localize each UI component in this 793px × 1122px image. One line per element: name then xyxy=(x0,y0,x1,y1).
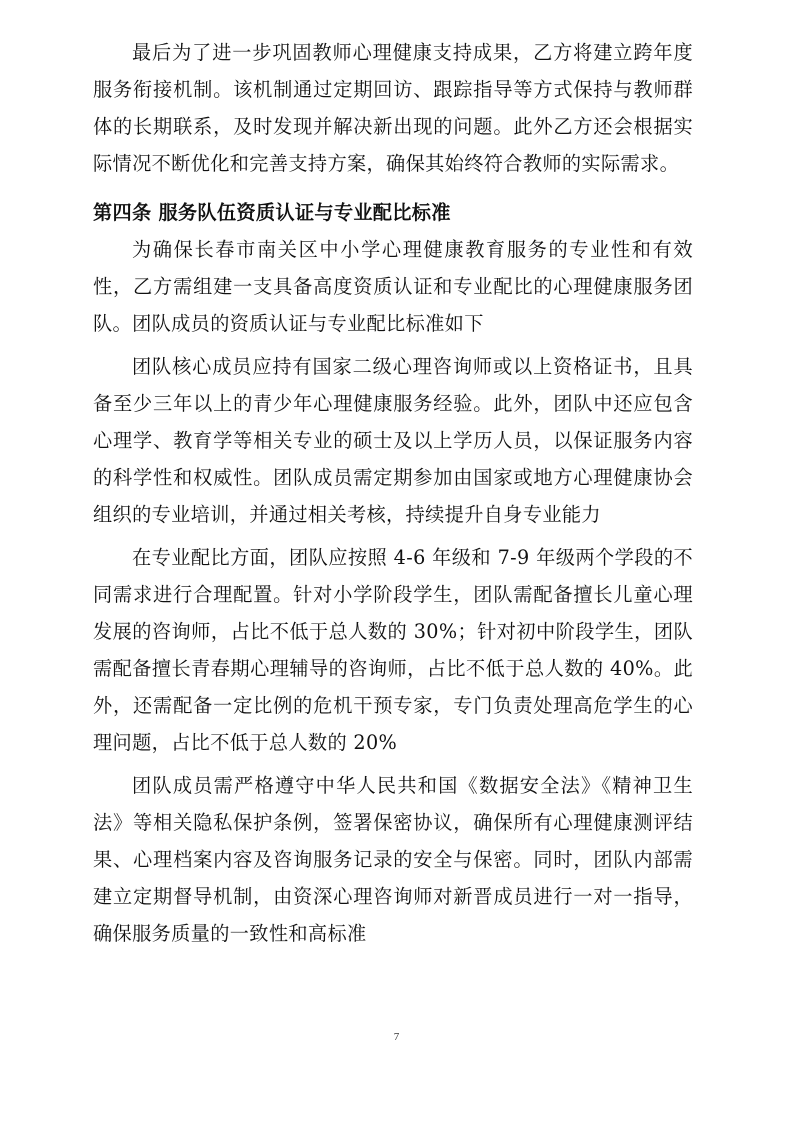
paragraph-team-intro: 为确保长春市南关区中小学心理健康教育服务的专业性和有效性，乙方需组建一支具备高度资质认证和专业配比的心理健康服务团队。团队成员的资质认证与专业配比标准如下 xyxy=(93,238,693,335)
page-number: 7 xyxy=(393,1031,400,1043)
document-page xyxy=(93,34,693,952)
paragraph-professional-ratio: 在专业配比方面，团队应按照 4-6 年级和 7-9 年级两个学段的不同需求进行合理配置。针对小学阶段学生，团队需配备擅长儿童心理发展的咨询师，占比不低于总人数的 30%；针对初中阶段学生，团队需配备擅长青春期心理辅导的咨询师，占比不低于总人数的 40%。此外，还需配备一定比例的危机干预专家，专门负责处理高危学生的心理问题，占比不低于总人数的 20% xyxy=(93,546,693,754)
paragraph-core-member-qualifications: 团队核心成员应持有国家二级心理咨询师或以上资格证书，且具备至少三年以上的青少年心理健康服务经验。此外，团队中还应包含心理学、教育学等相关专业的硕士及以上学历人员，以保证服务内容的科学性和权威性。团队成员需定期参加由国家或地方心理健康协会组织的专业培训，并通过相关考核，持续提升自身专业能力 xyxy=(93,355,693,526)
section-heading-article-4: 第四条 服务队伍资质认证与专业配比标准 xyxy=(93,201,451,224)
paragraph-cross-year-mechanism: 最后为了进一步巩固教师心理健康支持成果，乙方将建立跨年度服务衔接机制。该机制通过定期回访、跟踪指导等方式保持与教师群体的长期联系，及时发现并解决新出现的问题。此外乙方还会根据实际情况不断优化和完善支持方案，确保其始终符合教师的实际需求。 xyxy=(93,41,693,175)
spacer xyxy=(93,182,693,188)
paragraph-privacy-compliance: 团队成员需严格遵守中华人民共和国《数据安全法》《精神卫生法》等相关隐私保护条例，签署保密协议，确保所有心理健康测评结果、心理档案内容及咨询服务记录的安全与保密。同时，团队内部需建立定期督导机制，由资深心理咨询师对新晋成员进行一对一指导，确保服务质量的一致性和高标准 xyxy=(93,774,693,945)
